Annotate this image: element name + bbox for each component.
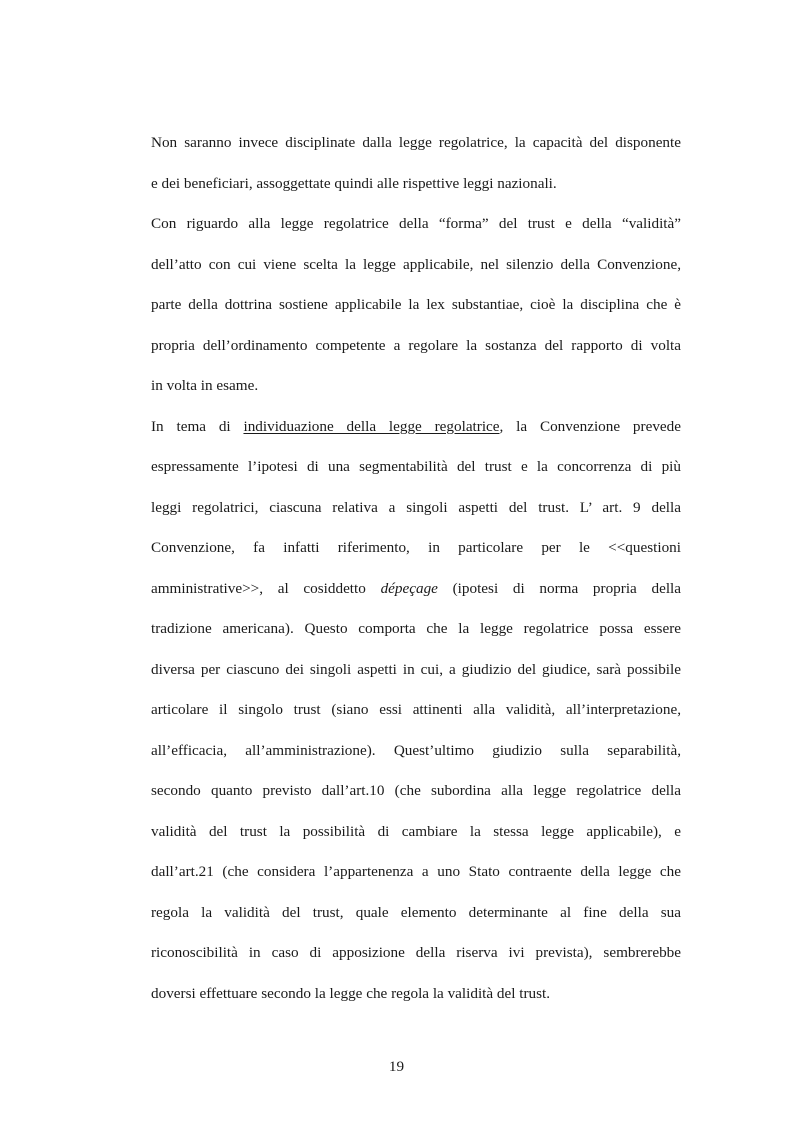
text-line: parte della dottrina sostiene applicabile la lex substantiae, cioè la disciplina che è [151,296,681,313]
text-line: tradizione americana). Questo comporta che la legge regolatrice possa essere [151,620,681,637]
text-line: articolare il singolo trust (siano essi attinenti alla validità, all’interpretazione, [151,701,681,718]
text-line: in volta in esame. [151,377,259,394]
underlined-phrase: individuazione della legge regolatrice [243,418,500,435]
text-line: riconoscibilità in caso di apposizione della riserva ivi prevista), sembrerebbe [151,944,681,961]
text-segment: , la Convenzione prevede [499,418,681,435]
text-line: leggi regolatrici, ciascuna relativa a singoli aspetti del trust. L’ art. 9 della [151,499,681,516]
text-line: validità del trust la possibilità di cambiare la stessa legge applicabile), e [151,823,681,840]
text-line: diversa per ciascuno dei singoli aspetti in cui, a giudizio del giudice, sarà possibile [151,661,681,678]
text-line: e dei beneficiari, assoggettate quindi alle rispettive leggi nazionali. [151,175,557,192]
text-segment: amministrative>>, al cosiddetto [151,580,381,597]
text-line: all’efficacia, all’amministrazione). Quest’ultimo giudizio sulla separabilità, [151,742,681,759]
text-line: Con riguardo alla legge regolatrice della “forma” del trust e della “validità” [151,215,681,232]
text-line: dall’art.21 (che considera l’appartenenza a uno Stato contraente della legge che [151,863,681,880]
text-line: secondo quanto previsto dall’art.10 (che subordina alla legge regolatrice della [151,782,681,799]
text-line: espressamente l’ipotesi di una segmentabilità del trust e la concorrenza di più [151,458,681,475]
text-line: Convenzione, fa infatti riferimento, in particolare per le <<questioni [151,539,681,556]
text-segment: (ipotesi di norma propria della [437,580,682,597]
text-segment: In tema di [151,418,244,435]
text-line: propria dell’ordinamento competente a regolare la sostanza del rapporto di volta [151,337,681,354]
text-line: regola la validità del trust, quale elemento determinante al fine della sua [151,904,681,921]
italic-term: dépeçage [380,580,438,597]
text-line [151,417,681,437]
page-number: 19 [388,1058,405,1075]
text-line: dell’atto con cui viene scelta la legge applicabile, nel silenzio della Convenzione, [151,256,681,273]
text-line: Non saranno invece disciplinate dalla legge regolatrice, la capacità del disponente [151,134,681,151]
text-line [151,579,681,599]
text-line: doversi effettuare secondo la legge che regola la validità del trust. [151,985,551,1002]
